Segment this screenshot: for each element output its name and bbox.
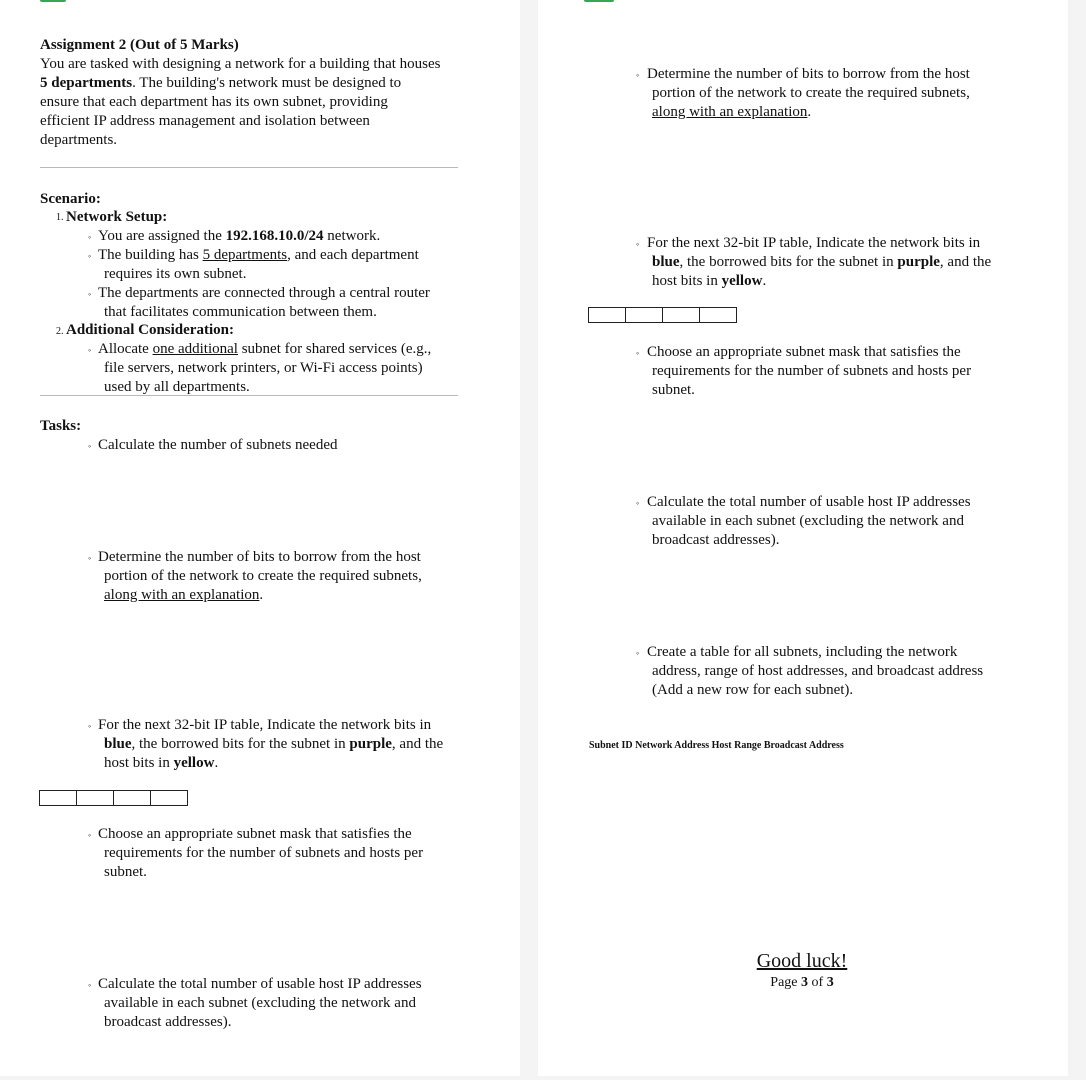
subnet-table-header — [589, 740, 844, 752]
col-network-address: Network Address — [635, 740, 710, 751]
network-setup-heading: Network Setup: — [66, 209, 168, 225]
bullet-icon: ◦ — [88, 251, 92, 261]
task-2: Determine the number of bits to borrow from the host — [647, 66, 970, 82]
bit-cell — [150, 790, 188, 806]
scenario-bullet-1: You are assigned the 192.168.10.0/24 network. — [98, 228, 381, 244]
intro-line-4: efficient IP address management and isolation between — [40, 113, 370, 129]
task-2: Determine the number of bits to borrow from the host — [98, 549, 421, 565]
bullet-icon: ◦ — [88, 441, 92, 451]
bit-cell — [662, 307, 700, 323]
document-page-right — [538, 0, 1068, 1076]
task-4-cont: requirements for the number of subnets and hosts per — [104, 845, 424, 861]
bullet-icon: ◦ — [88, 980, 92, 990]
intro-line-3: ensure that each department has its own subnet, providing — [40, 94, 388, 110]
cut-off-logo — [40, 0, 66, 2]
bullet-icon: ◦ — [636, 70, 640, 80]
task-2-cont2: along with an explanation. — [104, 587, 264, 603]
task-2-cont: portion of the network to create the required subnets, — [652, 85, 970, 101]
task-3-cont2: host bits in yellow. — [104, 755, 219, 771]
bullet-icon: ◦ — [88, 553, 92, 563]
bullet-icon: ◦ — [88, 289, 92, 299]
list-number: 2. — [56, 326, 64, 337]
task-3-cont: blue, the borrowed bits for the subnet in purple, and the — [652, 254, 992, 270]
bullet-icon: ◦ — [88, 830, 92, 840]
task-4-cont: requirements for the number of subnets and hosts per — [652, 363, 972, 379]
scenario-bullet-4-cont: file servers, network printers, or Wi-Fi access points) — [104, 360, 423, 376]
ip-bits-table — [39, 790, 188, 806]
task-2-cont2: along with an explanation. — [652, 104, 812, 120]
task-5-cont: available in each subnet (excluding the network and — [652, 513, 964, 529]
task-4-cont2: subnet. — [652, 382, 695, 398]
task-1: Calculate the number of subnets needed — [98, 437, 338, 453]
intro-line-5: departments. — [40, 132, 118, 148]
divider — [40, 395, 458, 396]
intro-line-2: 5 departments. The building's network must be designed to — [40, 75, 402, 91]
task-6-cont2: (Add a new row for each subnet). — [652, 682, 854, 698]
task-6: Create a table for all subnets, including the network — [647, 644, 958, 660]
scenario-bullet-4-cont2: used by all departments. — [104, 379, 250, 395]
page-number: Page 3 of 3 — [770, 975, 834, 990]
task-6-cont: address, range of host addresses, and broadcast address — [652, 663, 984, 679]
bit-cell — [625, 307, 663, 323]
task-4-cont2: subnet. — [104, 864, 147, 880]
task-5-cont2: broadcast addresses). — [104, 1014, 232, 1030]
task-4: Choose an appropriate subnet mask that satisfies the — [98, 826, 412, 842]
task-3-cont: blue, the borrowed bits for the subnet in purple, and the — [104, 736, 444, 752]
task-5-cont: available in each subnet (excluding the network and — [104, 995, 416, 1011]
bullet-icon: ◦ — [636, 498, 640, 508]
scenario-bullet-4: Allocate one additional subnet for shared services (e.g., — [98, 341, 432, 357]
bullet-icon: ◦ — [88, 721, 92, 731]
cut-off-logo — [584, 0, 614, 2]
bullet-icon: ◦ — [88, 345, 92, 355]
bullet-icon: ◦ — [88, 232, 92, 242]
col-host-range: Host Range — [711, 740, 762, 751]
scenario-bullet-2: The building has 5 departments, and each department — [98, 247, 419, 263]
col-broadcast-address: Broadcast Address — [763, 740, 844, 751]
task-5-cont2: broadcast addresses). — [652, 532, 780, 548]
intro-line-1: You are tasked with designing a network for a building that houses — [40, 56, 441, 72]
task-4: Choose an appropriate subnet mask that satisfies the — [647, 344, 961, 360]
bullet-icon: ◦ — [636, 648, 640, 658]
good-luck-text: Good luck! — [756, 950, 848, 972]
ip-bits-table — [588, 307, 737, 323]
divider — [40, 167, 458, 168]
task-5: Calculate the total number of usable host IP addresses — [647, 494, 971, 510]
scenario-bullet-2-cont: requires its own subnet. — [104, 266, 247, 282]
bit-cell — [588, 307, 626, 323]
task-3: For the next 32-bit IP table, Indicate the network bits in — [647, 235, 981, 251]
assignment-title: Assignment 2 (Out of 5 Marks) — [40, 37, 239, 53]
tasks-heading: Tasks: — [40, 418, 82, 434]
task-2-cont: portion of the network to create the required subnets, — [104, 568, 422, 584]
bit-cell — [39, 790, 77, 806]
bit-cell — [76, 790, 114, 806]
bullet-icon: ◦ — [636, 239, 640, 249]
task-5: Calculate the total number of usable host IP addresses — [98, 976, 422, 992]
task-3: For the next 32-bit IP table, Indicate the network bits in — [98, 717, 432, 733]
scenario-bullet-3-cont: that facilitates communication between them. — [104, 304, 377, 320]
scenario-bullet-3: The departments are connected through a central router — [98, 285, 430, 301]
document-page-left — [0, 0, 520, 1076]
col-subnet-id: Subnet ID — [589, 740, 633, 751]
additional-consideration-heading: Additional Consideration: — [66, 322, 234, 338]
scenario-heading: Scenario: — [40, 191, 101, 207]
bit-cell — [699, 307, 737, 323]
list-number: 1. — [56, 212, 64, 223]
bullet-icon: ◦ — [636, 348, 640, 358]
bit-cell — [113, 790, 151, 806]
task-3-cont2: host bits in yellow. — [652, 273, 767, 289]
